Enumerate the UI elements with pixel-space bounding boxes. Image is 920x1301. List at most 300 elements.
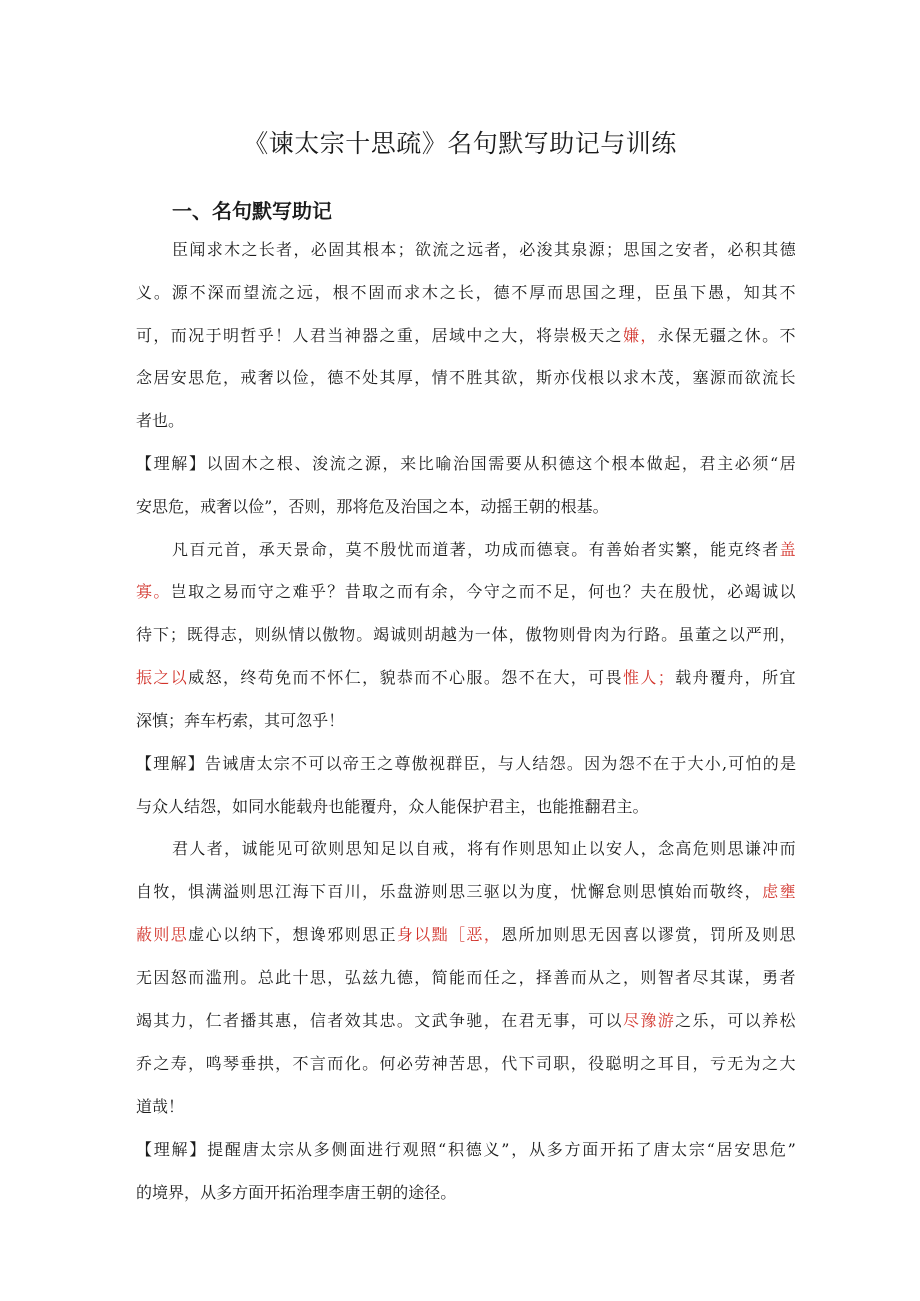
text-char: 戒 <box>432 839 449 858</box>
text-char: 总 <box>257 968 274 987</box>
text-char: 忧 <box>397 540 414 559</box>
text-char: 仁 <box>344 668 361 687</box>
text-char: 将 <box>467 839 484 858</box>
text-char: 不 <box>189 283 206 302</box>
text-char: 根 <box>560 497 577 516</box>
text-char: 在 <box>501 1011 518 1030</box>
text-char: 休 <box>744 326 761 345</box>
text-char: 溢 <box>222 882 239 901</box>
text-char: 木 <box>224 240 241 259</box>
text-char: ， <box>414 326 431 345</box>
text-char: 君 <box>488 797 505 816</box>
text-char: 简 <box>431 968 448 987</box>
text-char: 能 <box>440 797 457 816</box>
text-char: 舟 <box>312 797 329 816</box>
text-char: 流 <box>762 368 779 387</box>
text-char: 德 <box>396 968 413 987</box>
text-char: 俭 <box>292 368 309 387</box>
text-char: 则 <box>254 625 271 644</box>
text-char: 要 <box>505 454 522 473</box>
text-char: 宗 <box>278 1140 295 1159</box>
text-char: 以 <box>206 454 223 473</box>
text-char: ， <box>449 839 466 858</box>
text-char: ” <box>264 497 273 516</box>
text-char: 司 <box>535 1054 552 1073</box>
text-char: 而 <box>225 283 242 302</box>
text-char: 劳 <box>414 1054 431 1073</box>
text-char: 有 <box>484 839 501 858</box>
text-char: 欲 <box>501 368 518 387</box>
text-char: 以 <box>744 1011 761 1030</box>
text-char: ！ <box>275 326 292 345</box>
text-char: 不 <box>518 668 535 687</box>
text-char: 得 <box>203 625 220 644</box>
text-char: 。 <box>396 1011 413 1030</box>
text-char: 及 <box>744 925 761 944</box>
text-char: 惠 <box>275 1011 292 1030</box>
text-char: 的 <box>762 754 779 773</box>
text-char: 视 <box>428 754 445 773</box>
text-char: 以 <box>605 368 622 387</box>
text-char: 之 <box>727 326 744 345</box>
text-char: 唐 <box>242 1140 259 1159</box>
text-char: ， <box>392 797 409 816</box>
text-char: 多 <box>216 1183 233 1202</box>
text-char: 源 <box>588 240 605 259</box>
text-char: 可 <box>280 711 297 730</box>
highlighted-char: 嫌 <box>622 326 639 345</box>
text-char: 宗 <box>273 754 290 773</box>
text-char: 不 <box>635 754 652 773</box>
text-char: 能 <box>258 839 275 858</box>
text-char: 王 <box>360 754 377 773</box>
text-char: 义 <box>136 283 153 302</box>
text-char: 竭 <box>744 582 761 601</box>
text-char: 群 <box>446 754 463 773</box>
text-char: ； <box>397 240 414 259</box>
text-char: ， <box>328 540 345 559</box>
text-char: ， <box>475 283 492 302</box>
text-char: 从 <box>588 968 605 987</box>
text-char: 多 <box>313 1140 330 1159</box>
text-char: 及 <box>384 497 401 516</box>
text-char: ， <box>170 882 187 901</box>
text-char: 可 <box>727 1011 744 1030</box>
text-char: ， <box>188 1054 205 1073</box>
text-char: 择 <box>535 968 552 987</box>
text-char: ！ <box>328 711 345 730</box>
text-char: 开 <box>600 1140 617 1159</box>
text-char: “ <box>438 1140 447 1159</box>
text-char: 思 <box>188 368 205 387</box>
text-char: 目 <box>675 1054 692 1073</box>
text-char: 思 <box>466 1054 483 1073</box>
text-char: 之 <box>279 283 296 302</box>
text-line <box>136 368 796 388</box>
text-char: 拓 <box>617 1140 634 1159</box>
text-char: 之 <box>432 497 449 516</box>
text-char: 面 <box>349 1140 366 1159</box>
text-char: 文 <box>414 1011 431 1030</box>
text-char: ， <box>508 625 525 644</box>
text-char: 开 <box>264 1183 281 1202</box>
text-char: ， <box>675 368 692 387</box>
text-line <box>136 968 796 988</box>
text-char: 则 <box>710 839 727 858</box>
text-char: 者 <box>692 240 709 259</box>
text-char: 思 <box>565 283 582 302</box>
text-char: 养 <box>762 1011 779 1030</box>
text-char: 之 <box>379 326 396 345</box>
text-char: ， <box>518 368 535 387</box>
text-char: 夫 <box>640 582 657 601</box>
text-char: 喜 <box>622 925 639 944</box>
text-char: 进 <box>366 1140 383 1159</box>
text-char: 惧 <box>188 882 205 901</box>
text-line <box>136 454 796 474</box>
text-char: 琴 <box>222 1054 239 1073</box>
text-char: 何 <box>379 1054 396 1073</box>
text-char: 将 <box>535 326 552 345</box>
text-char: 骨 <box>576 625 593 644</box>
text-char: 怒 <box>170 968 187 987</box>
text-char: 宗 <box>688 1140 705 1159</box>
text-char: 当 <box>327 326 344 345</box>
text-char: ， <box>272 497 289 516</box>
text-char: 重 <box>396 326 413 345</box>
text-char: 主 <box>616 797 633 816</box>
text-char: 【 <box>136 754 153 773</box>
text-char: 思 <box>152 497 169 516</box>
text-char: ， <box>327 968 344 987</box>
text-char: 了 <box>635 1140 652 1159</box>
text-char: 居 <box>716 1140 733 1159</box>
text-char: 知 <box>362 839 379 858</box>
text-char: 域 <box>449 326 466 345</box>
text-char: 之 <box>501 582 518 601</box>
text-char: 者 <box>675 968 692 987</box>
text-char: 慎 <box>657 882 674 901</box>
text-char: 宜 <box>779 668 796 687</box>
text-char: 而 <box>519 540 536 559</box>
text-char: 始 <box>675 882 692 901</box>
text-char: 实 <box>658 540 675 559</box>
text-char: 个 <box>593 454 610 473</box>
text-char: 这 <box>576 454 593 473</box>
text-char: 塞 <box>692 368 709 387</box>
text-char: ， <box>511 1140 528 1159</box>
text-char: 以 <box>728 625 745 644</box>
text-char: 成 <box>501 540 518 559</box>
text-char: 思 <box>640 882 657 901</box>
text-char: 言 <box>309 1054 326 1073</box>
text-char: 之 <box>605 326 622 345</box>
text-char: 帝 <box>342 754 359 773</box>
text-char: 也 <box>605 582 622 601</box>
text-char: 奔 <box>184 711 201 730</box>
text-char: 长 <box>457 283 474 302</box>
text-line <box>136 1183 796 1203</box>
text-char: 人 <box>189 839 206 858</box>
text-char: 虚 <box>188 925 205 944</box>
text-char: 危 <box>168 497 185 516</box>
text-char: 太 <box>671 1140 688 1159</box>
text-char: 国 <box>416 497 433 516</box>
text-char: 安 <box>734 1140 751 1159</box>
text-char: 怨 <box>618 754 635 773</box>
text-char: ， <box>293 240 310 259</box>
text-char: 傲 <box>411 754 428 773</box>
text-char: 动 <box>480 497 497 516</box>
text-char: 以 <box>305 625 322 644</box>
text-char: 源 <box>709 368 726 387</box>
text-char: 松 <box>779 1011 796 1030</box>
text-char: 欲 <box>310 839 327 858</box>
text-char: 的 <box>544 497 561 516</box>
text-char: 者 <box>779 968 796 987</box>
text-char: 诚 <box>241 839 258 858</box>
text-char: 侧 <box>331 1140 348 1159</box>
text-char: 居 <box>431 326 448 345</box>
text-char: 乎 <box>257 326 274 345</box>
text-char: 德 <box>465 1140 482 1159</box>
text-line <box>136 326 796 346</box>
highlighted-char: 蔽 <box>136 925 153 944</box>
text-char: 争 <box>449 1011 466 1030</box>
text-char: 不 <box>362 540 379 559</box>
text-char: ， <box>414 968 431 987</box>
text-char: 戒 <box>200 497 217 516</box>
text-char: 衰 <box>553 540 570 559</box>
text-char: 茂 <box>657 368 674 387</box>
text-char: 命 <box>310 540 327 559</box>
text-char: 思 <box>570 925 587 944</box>
text-char: 必 <box>727 240 744 259</box>
text-char: 人 <box>168 797 185 816</box>
text-char: 之 <box>377 754 394 773</box>
text-char: 之 <box>439 283 456 302</box>
text-char: ， <box>222 668 239 687</box>
text-char: ， <box>275 925 292 944</box>
text-char: 以 <box>275 368 292 387</box>
text-char: 十 <box>292 968 309 987</box>
text-char: 德 <box>779 240 796 259</box>
text-char: 安 <box>170 368 187 387</box>
text-char: 者 <box>640 540 657 559</box>
text-char: 舟 <box>376 797 393 816</box>
text-char: 必 <box>734 454 751 473</box>
text-char: ， <box>153 326 170 345</box>
text-char: 其 <box>761 283 778 302</box>
text-char: 能 <box>344 797 361 816</box>
text-char: 王 <box>360 1183 377 1202</box>
text-char: 方 <box>232 1183 249 1202</box>
text-char: 诚 <box>390 625 407 644</box>
text-char: 满 <box>205 882 222 901</box>
text-char: ， <box>518 968 535 987</box>
text-line <box>136 625 796 645</box>
text-char: 。 <box>632 797 649 816</box>
text-char: 守 <box>257 582 274 601</box>
text-char: 根 <box>611 454 628 473</box>
text-line <box>136 411 796 431</box>
text-char: ， <box>622 968 639 987</box>
text-char: 。 <box>483 668 500 687</box>
text-char: 者 <box>206 839 223 858</box>
text-char: 众 <box>408 797 425 816</box>
text-line <box>172 839 796 859</box>
text-char: 浚 <box>536 240 553 259</box>
text-char: 善 <box>553 968 570 987</box>
text-char: 天 <box>588 326 605 345</box>
text-char: 下 <box>690 283 707 302</box>
text-char: 而 <box>415 540 432 559</box>
text-char: 因 <box>605 925 622 944</box>
text-char: 董 <box>694 625 711 644</box>
text-char: 臣 <box>172 240 189 259</box>
text-char: 为 <box>610 625 627 644</box>
text-char: 也 <box>536 797 553 816</box>
text-char: 结 <box>184 797 201 816</box>
text-char: 德 <box>327 368 344 387</box>
text-char: 而 <box>727 368 744 387</box>
text-char: 】 <box>188 454 205 473</box>
text-char: 在 <box>653 754 670 773</box>
text-char: 固 <box>368 283 385 302</box>
text-char: 哉 <box>152 1097 169 1116</box>
highlighted-char: 寡 <box>136 582 153 601</box>
text-char: 服 <box>466 668 483 687</box>
text-char: 推 <box>568 797 585 816</box>
highlighted-char: 豫 <box>640 1011 657 1030</box>
text-char: ？ <box>622 582 639 601</box>
text-char: 保 <box>675 326 692 345</box>
text-char: 源 <box>171 283 188 302</box>
text-char: 忧 <box>570 882 587 901</box>
text-char: 尊 <box>394 754 411 773</box>
text-char: 取 <box>362 582 379 601</box>
text-char: 长 <box>779 368 796 387</box>
text-char: 于 <box>670 754 687 773</box>
text-char: 苟 <box>257 668 274 687</box>
text-char: 木 <box>640 368 657 387</box>
text-char: 肉 <box>593 625 610 644</box>
text-char: 之 <box>605 968 622 987</box>
text-char: 九 <box>379 968 396 987</box>
text-char: ， <box>480 754 497 773</box>
text-char: 能 <box>552 797 569 816</box>
text-char: 道 <box>432 540 449 559</box>
text-char: 拱 <box>257 1054 274 1073</box>
text-char: 者 <box>484 240 501 259</box>
text-char: 兹 <box>362 968 379 987</box>
text-char: 之 <box>600 283 617 302</box>
text-char: 善 <box>605 540 622 559</box>
text-char: 竭 <box>136 1011 153 1030</box>
text-char: 从 <box>523 454 540 473</box>
text-char: 而 <box>414 668 431 687</box>
text-char: 人 <box>292 326 309 345</box>
text-char: 傲 <box>525 625 542 644</box>
text-char: 泉 <box>571 240 588 259</box>
text-char: 之 <box>275 582 292 601</box>
text-char: 同 <box>248 797 265 816</box>
text-line <box>136 925 796 945</box>
text-char: 其 <box>257 1011 274 1030</box>
text-char: 在 <box>657 582 674 601</box>
text-char: 李 <box>328 1183 345 1202</box>
text-char: 而 <box>170 326 187 345</box>
text-char: ； <box>605 240 622 259</box>
text-char: ， <box>362 882 379 901</box>
text-char: 求 <box>622 368 639 387</box>
text-char: 怨 <box>549 754 566 773</box>
text-char: 忠 <box>379 1011 396 1030</box>
text-char: 在 <box>535 668 552 687</box>
text-char: 必 <box>727 582 744 601</box>
text-char: 武 <box>431 1011 448 1030</box>
text-char: 理 <box>153 1140 170 1159</box>
text-char: 心 <box>205 925 222 944</box>
text-char: 众 <box>152 797 169 816</box>
text-char: 以 <box>232 497 249 516</box>
text-char: 明 <box>222 326 239 345</box>
text-char: 易 <box>222 582 239 601</box>
text-char: “ <box>769 454 779 473</box>
text-char: 无 <box>692 326 709 345</box>
text-char: 。 <box>356 625 373 644</box>
text-char: ， <box>501 240 518 259</box>
text-char: 仁 <box>205 1011 222 1030</box>
text-char: ， <box>692 540 709 559</box>
text-char: 川 <box>344 882 361 901</box>
text-char: 。 <box>571 540 588 559</box>
text-char: 下 <box>309 882 326 901</box>
text-char: , <box>721 754 728 773</box>
text-line <box>136 283 796 303</box>
text-char: 。 <box>566 754 583 773</box>
text-char: 终 <box>744 540 761 559</box>
text-char: 望 <box>243 283 260 302</box>
text-line <box>136 1011 796 1031</box>
text-char: 理 <box>153 454 170 473</box>
text-char: 牧 <box>153 882 170 901</box>
text-char: 畏 <box>605 668 622 687</box>
text-char: 免 <box>275 668 292 687</box>
text-char: 谗 <box>309 925 326 944</box>
text-char: 胜 <box>466 368 483 387</box>
text-line <box>172 240 796 260</box>
text-char: 思 <box>779 925 796 944</box>
text-char: 莫 <box>345 540 362 559</box>
text-char: 则 <box>519 839 536 858</box>
text-char: 以 <box>325 754 342 773</box>
text-char: 百 <box>189 540 206 559</box>
text-char: 乐 <box>692 1011 709 1030</box>
text-char: 载 <box>675 668 692 687</box>
text-char: 何 <box>588 582 605 601</box>
text-char: 人 <box>515 754 532 773</box>
text-char: 终 <box>727 882 744 901</box>
text-char: 物 <box>542 625 559 644</box>
text-char: 主 <box>504 797 521 816</box>
text-char: 貌 <box>379 668 396 687</box>
text-char: 大 <box>501 326 518 345</box>
text-char: 界 <box>168 1183 185 1202</box>
text-char: 职 <box>553 1054 570 1073</box>
text-char: 以 <box>588 839 605 858</box>
text-char: 不 <box>292 1054 309 1073</box>
